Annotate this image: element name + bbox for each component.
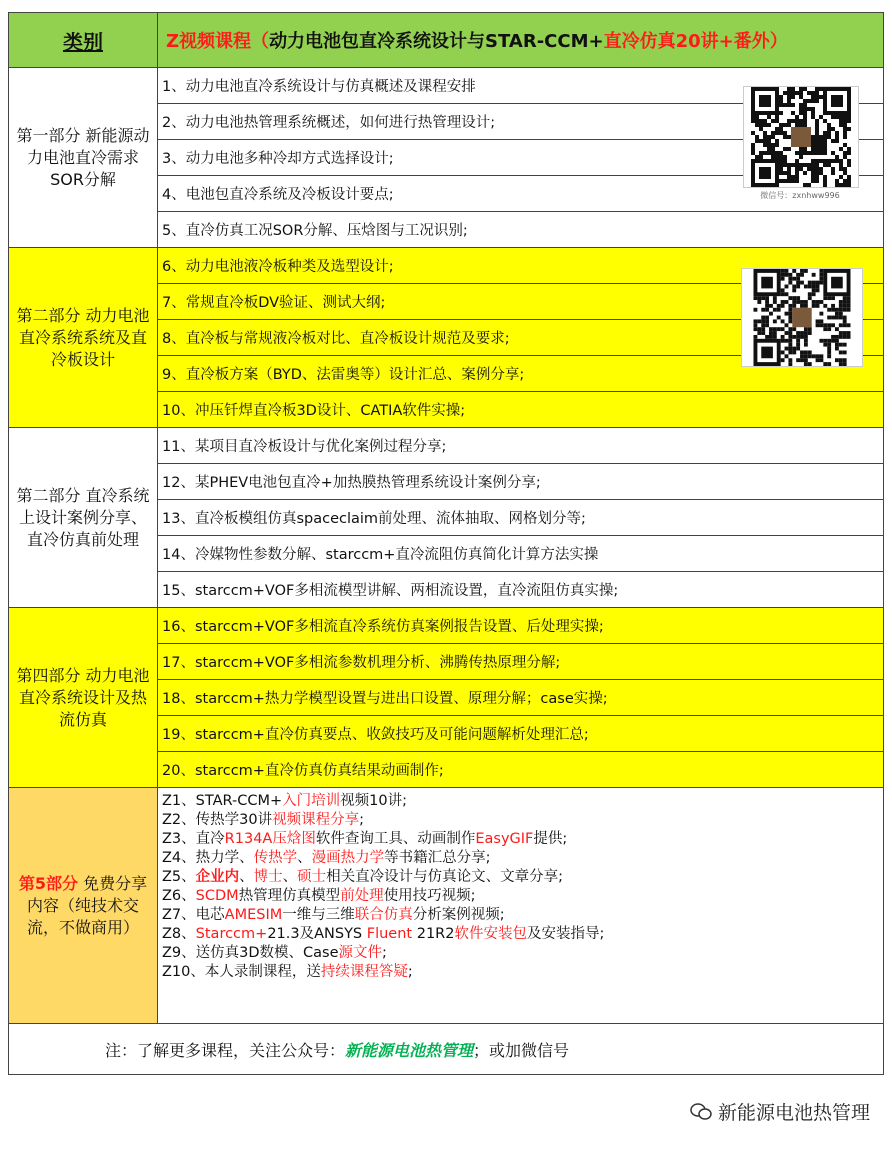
free-item-text: ; bbox=[407, 964, 413, 980]
free-item-text: Z1、STAR-CCM+ bbox=[162, 793, 283, 809]
free-item bbox=[162, 925, 879, 944]
free-item bbox=[162, 944, 879, 963]
free-item-text: 传热学 bbox=[253, 850, 298, 866]
free-item-text: EasyGIF bbox=[475, 831, 534, 847]
lesson-item: 3、动力电池多种冷却方式选择设计; bbox=[158, 140, 884, 176]
lesson-item: 19、starccm+直冷仿真要点、收敛技巧及可能问题解析处理汇总; bbox=[158, 716, 884, 752]
lesson-item: 11、某项目直冷板设计与优化案例过程分享; bbox=[158, 428, 884, 464]
free-item-text: Z4、热力学、 bbox=[162, 850, 254, 866]
lesson-item: 5、直冷仿真工况SOR分解、压焓图与工况识别; bbox=[158, 212, 884, 248]
part5-title-red: 第5部分 bbox=[18, 873, 79, 893]
free-item-text: Starccm+ bbox=[195, 926, 268, 942]
free-item-text: 一维与三维 bbox=[282, 907, 355, 923]
lesson-item: 17、starccm+VOF多相流参数机理分析、沸腾传热原理分解; bbox=[158, 644, 884, 680]
lesson-item: 18、starccm+热力学模型设置与进出口设置、原理分解；case实操; bbox=[158, 680, 884, 716]
free-item-text: 使用技巧视频; bbox=[383, 888, 476, 904]
footer-prefix: 注：了解更多课程，关注公众号： bbox=[105, 1040, 346, 1060]
lesson-item: 2、动力电池热管理系统概述，如何进行热管理设计; bbox=[158, 104, 884, 140]
course-title-suffix: 直冷仿真20讲+番外） bbox=[603, 31, 788, 52]
free-item bbox=[162, 906, 879, 925]
free-item-text: ; bbox=[382, 945, 387, 961]
section-4 bbox=[9, 608, 884, 788]
category-header: 类别 bbox=[9, 13, 158, 68]
section-5 bbox=[9, 788, 884, 1024]
free-item-text: Z3、直冷 bbox=[162, 831, 225, 847]
lesson-item: 13、直冷板模组仿真spaceclaim前处理、流体抽取、网格划分等; bbox=[158, 500, 884, 536]
free-item-text: 、 bbox=[239, 869, 254, 885]
course-title-prefix: Z视频课程（ bbox=[166, 31, 270, 52]
section-title: 第二部分 直冷系统上设计案例分享、直冷仿真前处理 bbox=[9, 428, 158, 608]
free-item bbox=[162, 811, 879, 830]
course-title bbox=[158, 13, 884, 68]
free-item-text: 入门培训 bbox=[282, 793, 341, 809]
free-item-text: 联合仿真 bbox=[354, 907, 413, 923]
footer-account: 新能源电池热管理 bbox=[345, 1040, 474, 1060]
lesson-item: 14、冷媒物性参数分解、starccm+直冷流阻仿真简化计算方法实操 bbox=[158, 536, 884, 572]
lesson-item: 9、直冷板方案（BYD、法雷奥等）设计汇总、案例分享; bbox=[158, 356, 884, 392]
free-item bbox=[162, 963, 879, 982]
free-item-text: 源文件 bbox=[338, 945, 383, 961]
free-item bbox=[162, 887, 879, 906]
part5-title-rest: 免费分享内容（纯技术交流，不做商用） bbox=[26, 873, 148, 937]
free-item-text: 持续课程答疑 bbox=[320, 964, 408, 980]
free-item-text: 21.3及ANSYS bbox=[267, 926, 367, 942]
qr-code bbox=[741, 268, 863, 367]
course-title-mid: 动力电池包直冷系统设计与STAR-CCM+ bbox=[269, 31, 604, 52]
free-item-text: R134A压焓图 bbox=[224, 831, 316, 847]
free-item bbox=[162, 849, 879, 868]
free-item bbox=[162, 792, 879, 811]
section-title bbox=[9, 788, 158, 1024]
free-item-text: 相关直冷设计与仿真论文、文章分享; bbox=[326, 869, 564, 885]
free-item-text: 及安装指导; bbox=[526, 926, 605, 942]
free-item-text: 视频课程分享 bbox=[272, 812, 360, 828]
section-title: 第二部分 动力电池直冷系统系统及直冷板设计 bbox=[9, 248, 158, 428]
footer-note bbox=[9, 1024, 884, 1075]
lesson-item: 12、某PHEV电池包直冷+加热膜热管理系统设计案例分享; bbox=[158, 464, 884, 500]
section-3 bbox=[9, 428, 884, 608]
qr-code bbox=[743, 86, 859, 188]
free-item-text: Z2、传热学30讲 bbox=[162, 812, 273, 828]
free-item-text: 视频10讲; bbox=[340, 793, 407, 809]
free-item-text: 漫画热力学 bbox=[311, 850, 385, 866]
lesson-item: 16、starccm+VOF多相流直冷系统仿真案例报告设置、后处理实操; bbox=[158, 608, 884, 644]
free-item-text: 21R2 bbox=[412, 926, 455, 942]
free-item-text: 企业内 bbox=[195, 869, 240, 885]
qr-caption: 微信号：zxnhww996 bbox=[760, 191, 840, 200]
free-item-text: Z10、本人录制课程，送 bbox=[162, 964, 321, 980]
lesson-item: 8、直冷板与常规液冷板对比、直冷板设计规范及要求; bbox=[158, 320, 884, 356]
free-item-text: SCDM bbox=[195, 888, 239, 904]
qr-code-icon bbox=[742, 269, 862, 366]
lesson-item: 7、常规直冷板DV验证、测试大纲; bbox=[158, 284, 884, 320]
lesson-item: 20、starccm+直冷仿真仿真结果动画制作; bbox=[158, 752, 884, 788]
free-item-text: Z7、电芯 bbox=[162, 907, 225, 923]
free-item-text: 提供; bbox=[533, 831, 568, 847]
qr-code-icon bbox=[744, 87, 858, 187]
free-item-text: 、 bbox=[297, 850, 312, 866]
free-content-list bbox=[158, 788, 884, 1024]
free-item-text: 博士 bbox=[253, 869, 283, 885]
lesson-item: 10、冲压钎焊直冷板3D设计、CATIA软件实操; bbox=[158, 392, 884, 428]
free-item-text: Z6、 bbox=[162, 888, 196, 904]
lesson-item: 1、动力电池直冷系统设计与仿真概述及课程安排 bbox=[158, 68, 884, 104]
free-item-text: 硕士 bbox=[297, 869, 327, 885]
free-item-text: 软件安装包 bbox=[454, 926, 527, 942]
free-item-text: 分析案例视频; bbox=[412, 907, 505, 923]
header-row bbox=[9, 13, 884, 68]
section-title: 第一部分 新能源动力电池直冷需求SOR分解 bbox=[9, 68, 158, 248]
lesson-item: 4、电池包直冷系统及冷板设计要点; bbox=[158, 176, 884, 212]
lesson-item: 6、动力电池液冷板种类及选型设计; bbox=[158, 248, 884, 284]
section-title: 第四部分 动力电池直冷系统设计及热流仿真 bbox=[9, 608, 158, 788]
free-item-text: 热管理仿真模型 bbox=[238, 888, 341, 904]
free-item-text: 前处理 bbox=[340, 888, 384, 904]
wechat-icon bbox=[690, 1103, 712, 1121]
free-item-text: Z9、送仿真3D数模、Case bbox=[162, 945, 339, 961]
free-item bbox=[162, 868, 879, 887]
free-item-text: 软件查询工具、动画制作 bbox=[315, 831, 476, 847]
free-item-text: ; bbox=[359, 812, 364, 828]
free-item-text: Z5、 bbox=[162, 869, 196, 885]
free-item bbox=[162, 830, 879, 849]
free-item-text: Z8、 bbox=[162, 926, 196, 942]
free-item-text: Fluent bbox=[366, 926, 413, 942]
watermark-text: 新能源电池热管理 bbox=[717, 1102, 870, 1124]
free-item-text: 等书籍汇总分享; bbox=[384, 850, 491, 866]
lesson-item: 15、starccm+VOF多相流模型讲解、两相流设置，直冷流阻仿真实操; bbox=[158, 572, 884, 608]
free-item-text: 、 bbox=[282, 869, 298, 885]
footer-suffix: ；或加微信号 bbox=[473, 1040, 570, 1060]
free-item-text: AMESIM bbox=[224, 907, 283, 923]
watermark bbox=[690, 1098, 870, 1125]
